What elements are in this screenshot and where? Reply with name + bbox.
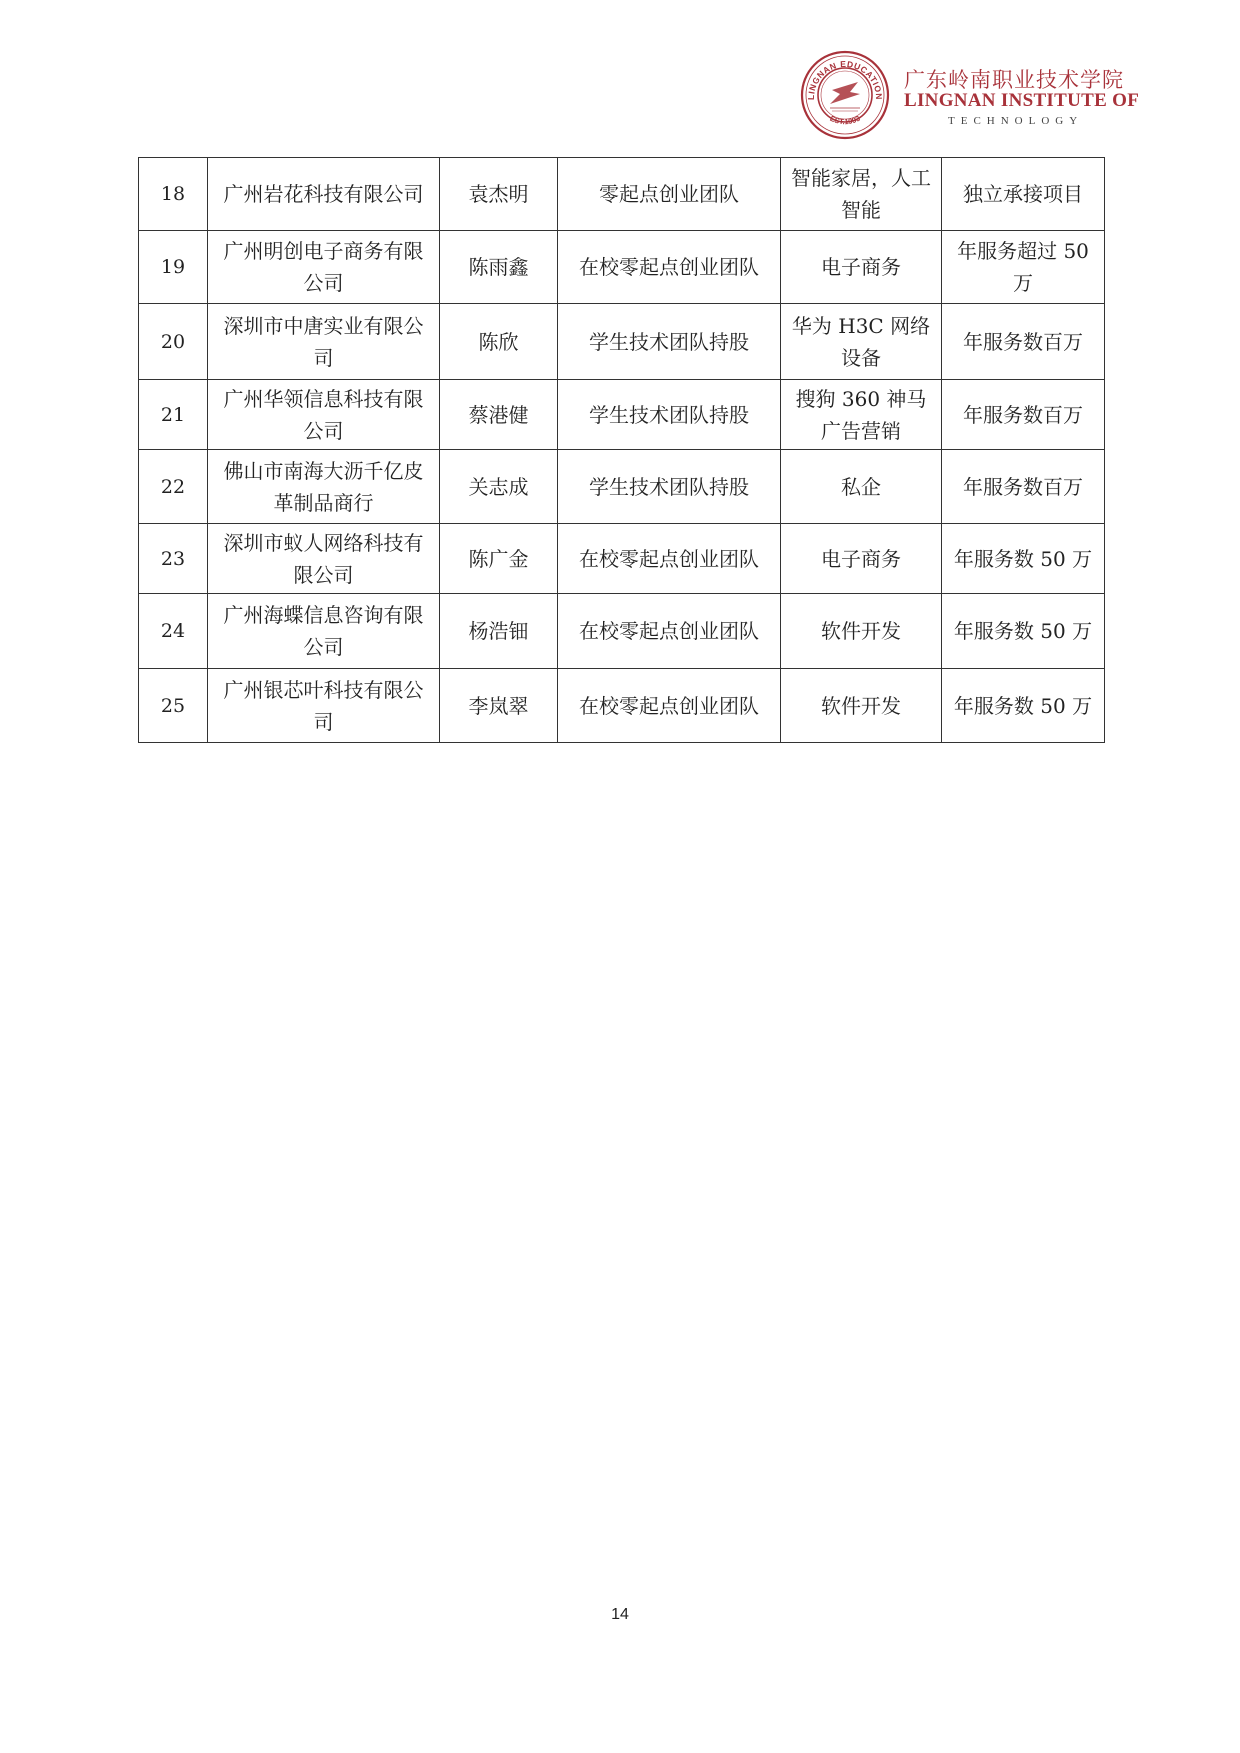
person-name-cell: 陈广金 — [440, 524, 558, 594]
table-row — [139, 594, 1105, 669]
svg-text:EST.1993: EST.1993 — [828, 113, 862, 127]
company-name-cell: 深圳市蚁人网络科技有限公司 — [208, 524, 440, 594]
service-scale-cell: 年服务数 50 万 — [942, 524, 1105, 594]
table-row — [139, 524, 1105, 594]
enterprise-table — [138, 157, 1105, 743]
company-name-cell: 佛山市南海大沥千亿皮革制品商行 — [208, 450, 440, 524]
business-field-cell: 智能家居，人工智能 — [781, 158, 942, 231]
row-number-cell: 23 — [139, 524, 208, 594]
table-row — [139, 450, 1105, 524]
service-scale-cell: 年服务超过 50 万 — [942, 231, 1105, 304]
team-type-cell: 在校零起点创业团队 — [558, 669, 781, 743]
business-field-cell: 私企 — [781, 450, 942, 524]
row-number-cell: 19 — [139, 231, 208, 304]
company-name-cell: 广州华领信息科技有限公司 — [208, 380, 440, 450]
team-type-cell: 在校零起点创业团队 — [558, 231, 781, 304]
table-row — [139, 304, 1105, 380]
org-name-english: LINGNAN INSTITUTE OF — [904, 90, 1140, 111]
school-seal-icon — [800, 50, 890, 140]
team-type-cell: 学生技术团队持股 — [558, 304, 781, 380]
business-field-cell: 电子商务 — [781, 524, 942, 594]
person-name-cell: 袁杰明 — [440, 158, 558, 231]
team-type-cell: 在校零起点创业团队 — [558, 524, 781, 594]
table-row — [139, 380, 1105, 450]
page-number: 14 — [611, 1606, 629, 1623]
company-name-cell: 广州明创电子商务有限公司 — [208, 231, 440, 304]
business-field-cell: 搜狗 360 神马广告营销 — [781, 380, 942, 450]
person-name-cell: 陈欣 — [440, 304, 558, 380]
table-row — [139, 158, 1105, 231]
org-name-chinese: 广东岭南职业技术学院 — [904, 68, 1124, 92]
row-number-cell: 21 — [139, 380, 208, 450]
team-type-cell: 零起点创业团队 — [558, 158, 781, 231]
service-scale-cell: 年服务数百万 — [942, 450, 1105, 524]
person-name-cell: 李岚翠 — [440, 669, 558, 743]
table-row — [139, 669, 1105, 743]
team-type-cell: 学生技术团队持股 — [558, 380, 781, 450]
service-scale-cell: 年服务数 50 万 — [942, 669, 1105, 743]
person-name-cell: 杨浩钿 — [440, 594, 558, 669]
service-scale-cell: 年服务数百万 — [942, 304, 1105, 380]
person-name-cell: 关志成 — [440, 450, 558, 524]
business-field-cell: 软件开发 — [781, 669, 942, 743]
row-number-cell: 18 — [139, 158, 208, 231]
team-type-cell: 在校零起点创业团队 — [558, 594, 781, 669]
service-scale-cell: 年服务数 50 万 — [942, 594, 1105, 669]
table-row — [139, 231, 1105, 304]
table-body — [139, 158, 1105, 743]
person-name-cell: 陈雨鑫 — [440, 231, 558, 304]
business-field-cell: 华为 H3C 网络设备 — [781, 304, 942, 380]
team-type-cell: 学生技术团队持股 — [558, 450, 781, 524]
person-name-cell: 蔡港健 — [440, 380, 558, 450]
service-scale-cell: 年服务数百万 — [942, 380, 1105, 450]
business-field-cell: 电子商务 — [781, 231, 942, 304]
row-number-cell: 25 — [139, 669, 208, 743]
company-name-cell: 深圳市中唐实业有限公司 — [208, 304, 440, 380]
row-number-cell: 20 — [139, 304, 208, 380]
svg-text:LINGNAN EDUCATION: LINGNAN EDUCATION — [805, 58, 885, 101]
row-number-cell: 22 — [139, 450, 208, 524]
row-number-cell: 24 — [139, 594, 208, 669]
service-scale-cell: 独立承接项目 — [942, 158, 1105, 231]
org-name-english-line2: TECHNOLOGY — [948, 115, 1084, 127]
header-logo — [800, 50, 1140, 142]
business-field-cell: 软件开发 — [781, 594, 942, 669]
company-name-cell: 广州海蝶信息咨询有限公司 — [208, 594, 440, 669]
company-name-cell: 广州银芯叶科技有限公司 — [208, 669, 440, 743]
company-name-cell: 广州岩花科技有限公司 — [208, 158, 440, 231]
